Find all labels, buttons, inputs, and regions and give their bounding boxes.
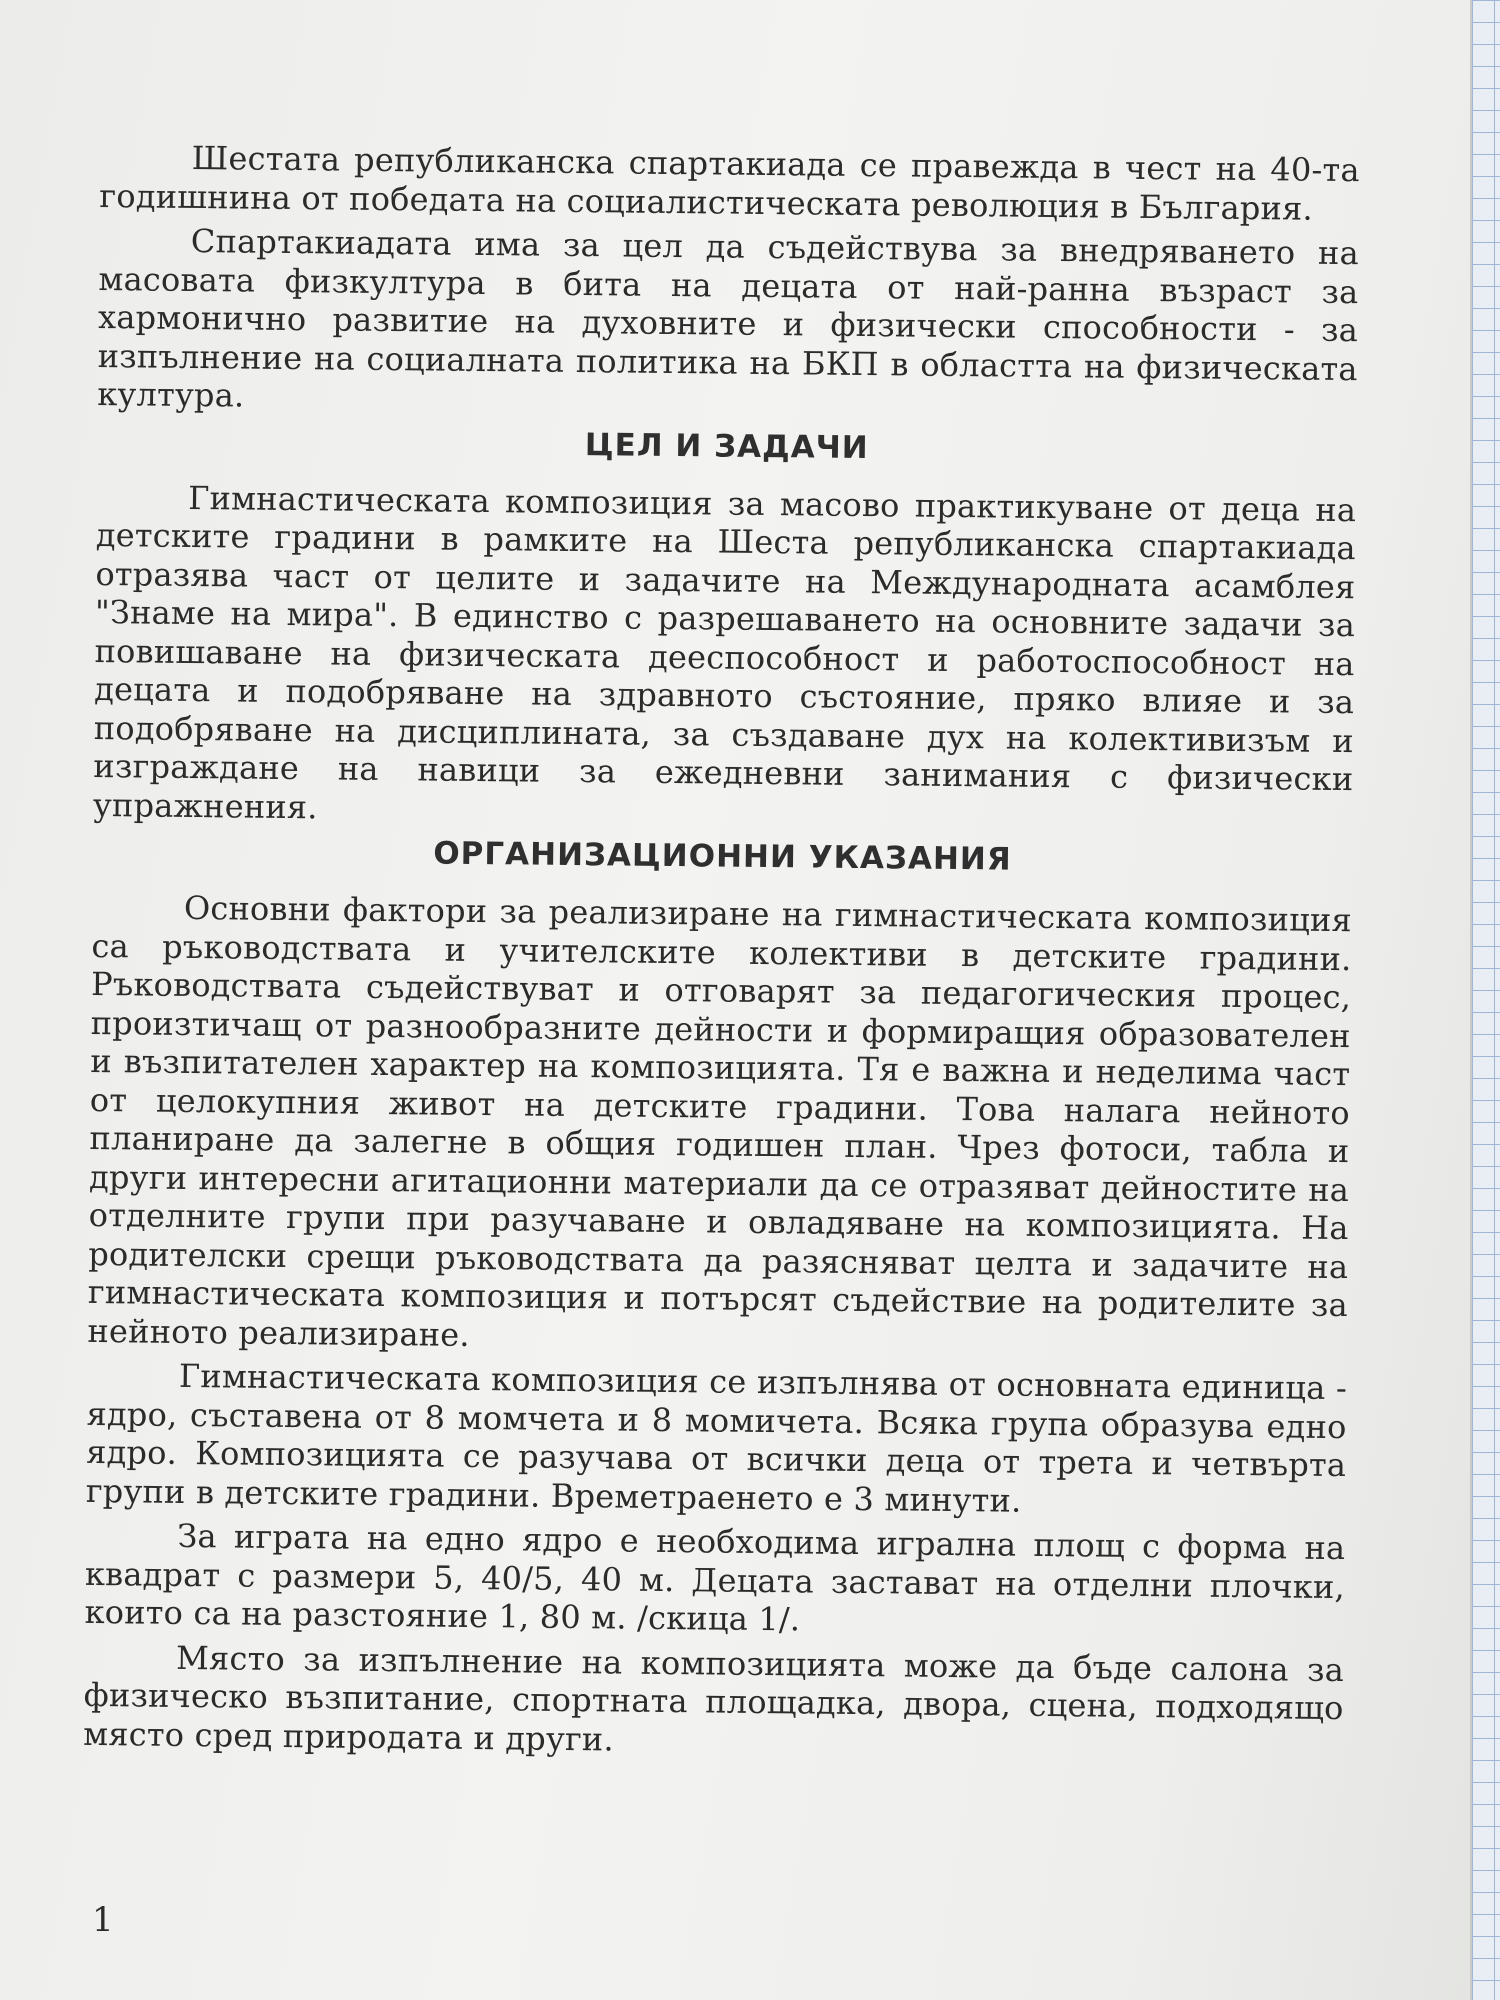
intro-paragraph-2: Спартакиадата има за цел да съдействува за внедряването на масовата физкултура в бита на децата от най-ранна възраст за хармонично развитие на духовните и физически способности - за изпълнение на социалната политика на БКП в областта на физическата култура. bbox=[97, 221, 1360, 415]
page-number: 1 bbox=[92, 1900, 114, 1940]
org-paragraph-1: Основни фактори за реализиране на гимнастическата композиция са ръководствата и учителските колективи в детските градини. Ръководствата съдействуват и отговарят за педагогическия процес, произтичащ от разнообразните дейности и формиращия образователен и възпитателен характер на композицията. Тя е важна и неделима част от целокупния живот на детските градини. Това налага нейното планиране да залегне в общия годишен план. Чрез фотоси, табла и други интересни агитационни материали да се отразяват дейностите на отделните групи при разучаване и овладяване на композицията. На родителски срещи ръководствата да разясняват целта и задачите на гимнастическата композиция и потърсят съдействие на родителите за нейното реализиране. bbox=[87, 888, 1353, 1354]
heading-organizational: ОРГАНИЗАЦИОННИ УКАЗАНИЯ bbox=[433, 835, 1012, 878]
org-paragraph-3: За играта на едно ядро е необходима игрална площ с форма на квадрат с размери 5, 40/5, 40 м. Децата застават на отделни плочки, които са на разстояние 1, 80 м. /скица 1/. bbox=[84, 1516, 1346, 1639]
org-paragraph-4: Място за изпълнение на композицията може да бъде салона за физическо възпитание, спортната площадка, двора, сцена, подходящо място сред природата и други. bbox=[83, 1638, 1345, 1758]
goals-paragraph: Гимнастическата композиция за масово практикуване от деца на детските градини в рамките на Шеста републиканска спартакиада отразява част от целите и задачите на Международната асамблея "Знаме на мира". В единство с разрешаването на основните задачи за повишаване на физическата дееспособност и работоспособност на децата и подобряване на здравното състояние, пряко влияе и за подобряване на дисциплината, за създаване дух на колективизъм и изграждане на навици за ежедневни занимания с физически упражнения. bbox=[92, 478, 1357, 826]
heading-goals: ЦЕЛ И ЗАДАЧИ bbox=[584, 426, 869, 466]
org-paragraph-2: Гимнастическата композиция се изпълнява от основната единица - ядро, съставена от 8 момчета и 8 момичета. Всяка група образува едно ядро. Композицията се разучава от всички деца от трета и четвърта групи в детските градини. Времетраенето е 3 минути. bbox=[85, 1356, 1348, 1520]
intro-paragraph-1: Шестата републиканска спартакиада се правежда в чест на 40-та годишнина от победата на социалистическата революция в България. bbox=[99, 138, 1360, 228]
notebook-grid-edge bbox=[1470, 0, 1500, 2000]
document-body bbox=[83, 138, 1360, 1772]
